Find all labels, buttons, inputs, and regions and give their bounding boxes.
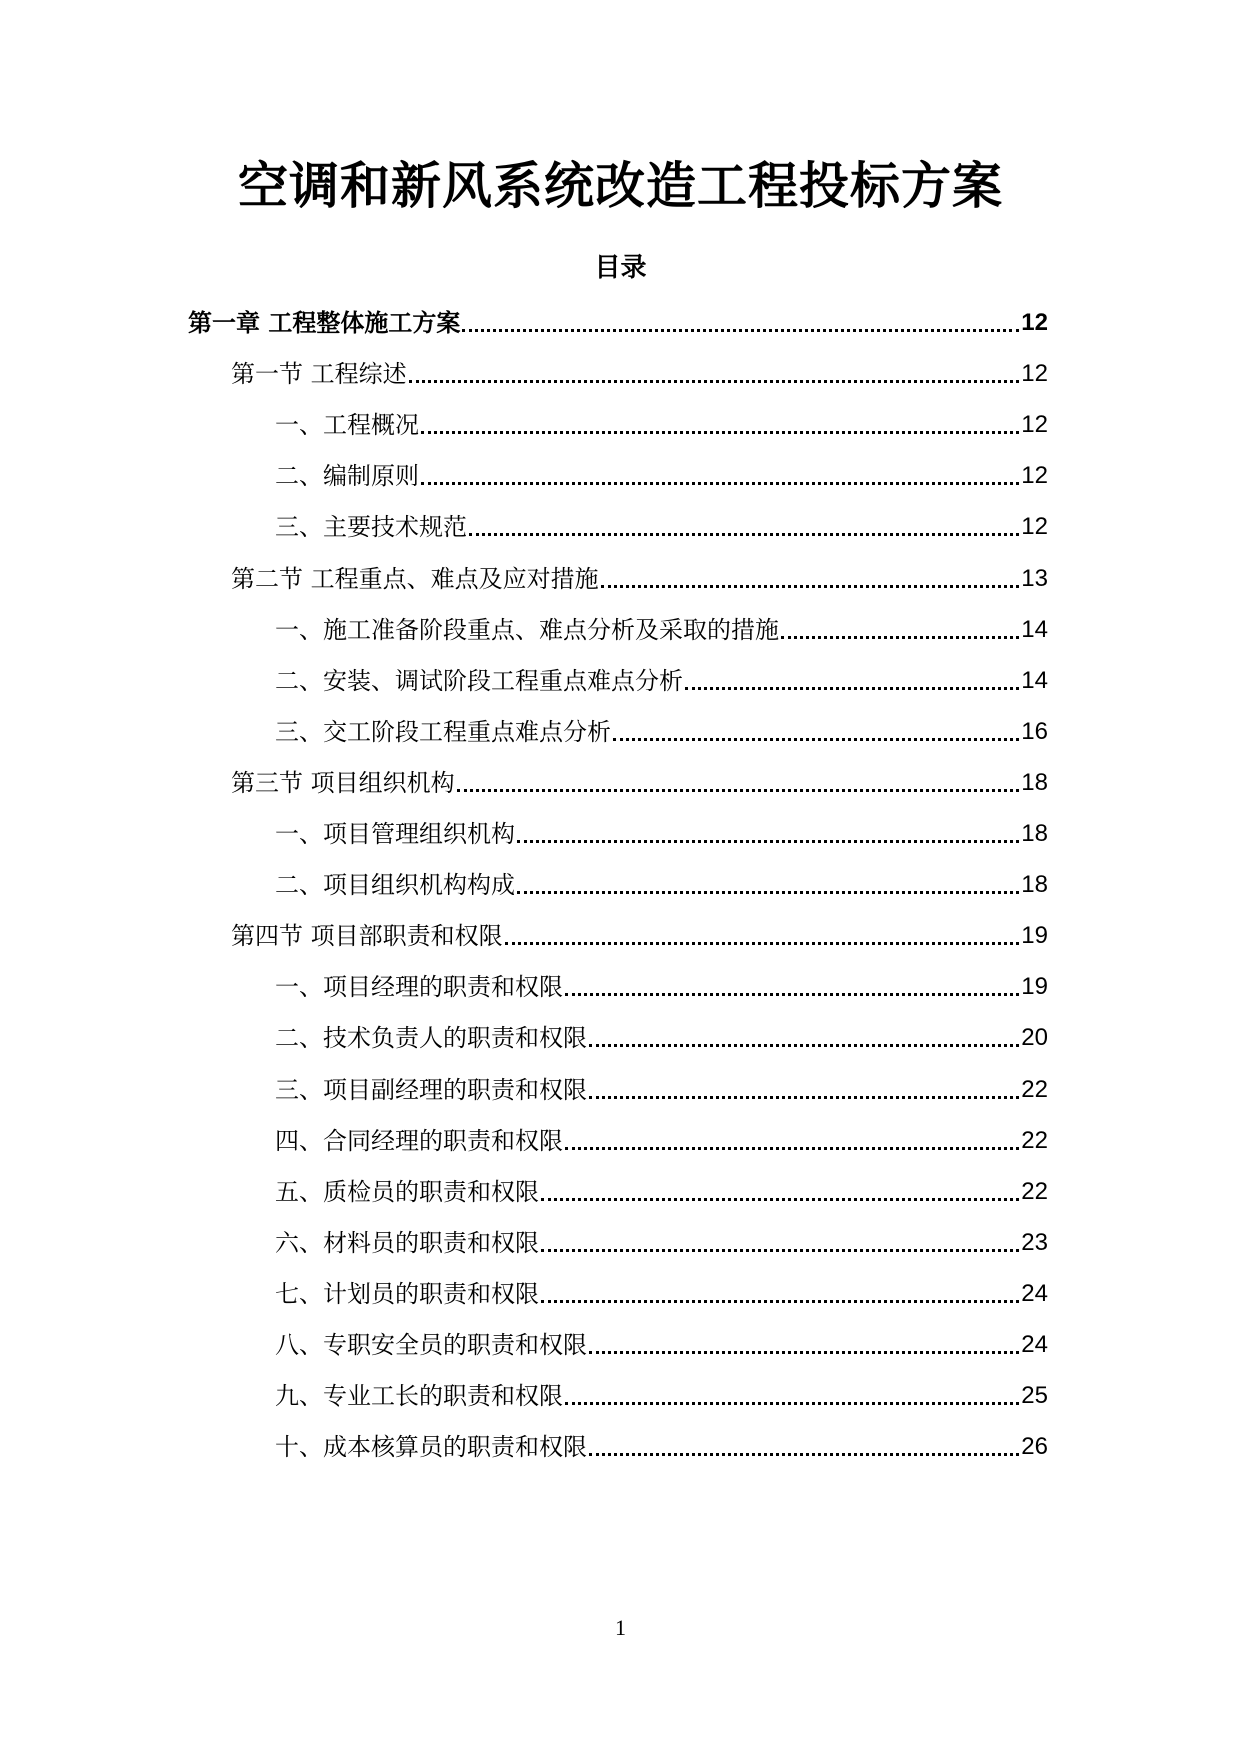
- toc-entry[interactable]: [275, 661, 1048, 701]
- toc-entry-label: 三、主要技术规范: [275, 513, 467, 542]
- toc-entry[interactable]: [275, 1274, 1048, 1314]
- toc-entry-label: 一、工程概况: [275, 411, 419, 440]
- toc-entry-page: 22: [1021, 1177, 1048, 1205]
- toc-entry-label: 第一章 工程整体施工方案: [188, 309, 461, 337]
- toc-dot-leader: [517, 891, 1019, 894]
- toc-entry[interactable]: [275, 507, 1048, 547]
- toc-entry[interactable]: [275, 1325, 1048, 1365]
- toc-entry[interactable]: [275, 1376, 1048, 1416]
- toc-entry-label: 二、安装、调试阶段工程重点难点分析: [275, 666, 683, 695]
- toc-dot-leader: [517, 840, 1019, 843]
- toc-entry[interactable]: [275, 1018, 1048, 1058]
- toc-entry-page: 20: [1021, 1024, 1048, 1052]
- toc-entry-label: 四、合同经理的职责和权限: [275, 1126, 563, 1155]
- toc-dot-leader: [685, 687, 1019, 690]
- toc-entry-page: 12: [1021, 411, 1048, 439]
- toc-heading: 目录: [594, 253, 647, 283]
- toc-entry[interactable]: [275, 712, 1048, 752]
- document-title: 空调和新风系统改造工程投标方案: [238, 157, 1003, 215]
- toc-dot-leader: [613, 738, 1019, 741]
- toc-entry-label: 二、项目组织机构构成: [275, 871, 515, 900]
- toc-entry[interactable]: [275, 1172, 1048, 1212]
- toc-entry-label: 第四节 项目部职责和权限: [231, 922, 503, 951]
- toc-dot-leader: [457, 789, 1020, 792]
- toc-entry[interactable]: [275, 1223, 1048, 1263]
- toc-entry[interactable]: [275, 1427, 1048, 1467]
- toc-entry-label: 二、技术负责人的职责和权限: [275, 1024, 587, 1053]
- toc-entry-page: 26: [1021, 1433, 1048, 1461]
- toc-dot-leader: [589, 1351, 1019, 1354]
- toc-entry-label: 三、交工阶段工程重点难点分析: [275, 717, 611, 746]
- toc-entry[interactable]: [188, 303, 1048, 343]
- toc-entry-page: 19: [1021, 922, 1048, 950]
- toc-dot-leader: [541, 1198, 1019, 1201]
- toc-entry[interactable]: [231, 354, 1048, 394]
- page-number: 1: [615, 1615, 626, 1640]
- toc-entry-label: 七、计划员的职责和权限: [275, 1279, 539, 1308]
- toc-entry-page: 19: [1021, 973, 1048, 1001]
- toc-dot-leader: [541, 1300, 1019, 1303]
- toc-entry-page: 12: [1021, 360, 1048, 388]
- toc-entry-label: 九、专业工长的职责和权限: [275, 1382, 563, 1411]
- toc-entry-page: 16: [1021, 717, 1048, 745]
- toc-entry[interactable]: [275, 1121, 1048, 1161]
- toc-entry-page: 12: [1021, 309, 1048, 336]
- toc-entry-page: 18: [1021, 820, 1048, 847]
- toc-entry-page: 13: [1021, 564, 1048, 592]
- toc-entry-label: 第三节 项目组织机构: [231, 768, 455, 797]
- toc-entry-page: 22: [1021, 1126, 1048, 1154]
- toc-entry-page: 24: [1021, 1331, 1048, 1358]
- toc-entry-label: 二、编制原则: [275, 462, 419, 491]
- toc-entry[interactable]: [275, 610, 1048, 650]
- toc-dot-leader: [541, 1249, 1019, 1252]
- toc-entry-label: 一、项目经理的职责和权限: [275, 973, 563, 1002]
- toc-entry-label: 六、材料员的职责和权限: [275, 1228, 539, 1257]
- toc-dot-leader: [421, 482, 1019, 485]
- toc-entry[interactable]: [231, 559, 1048, 599]
- toc-entry[interactable]: [231, 763, 1048, 803]
- toc-dot-leader: [469, 533, 1019, 536]
- toc-entry-label: 第二节 工程重点、难点及应对措施: [231, 564, 599, 593]
- toc-dot-leader: [589, 1044, 1019, 1047]
- toc-dot-leader: [781, 636, 1019, 639]
- toc-dot-leader: [505, 942, 1020, 945]
- toc-dot-leader: [565, 993, 1019, 996]
- toc-entry-page: 22: [1021, 1075, 1048, 1103]
- toc-dot-leader: [589, 1096, 1019, 1099]
- toc-entry[interactable]: [275, 814, 1048, 854]
- toc-entry-label: 一、项目管理组织机构: [275, 820, 515, 848]
- toc-entry-page: 24: [1021, 1279, 1048, 1307]
- toc-entry-label: 三、项目副经理的职责和权限: [275, 1075, 587, 1104]
- toc-entry[interactable]: [275, 405, 1048, 445]
- toc-entry-label: 一、施工准备阶段重点、难点分析及采取的措施: [275, 615, 779, 644]
- toc-entry-page: 18: [1021, 871, 1048, 899]
- toc-entry-label: 五、质检员的职责和权限: [275, 1177, 539, 1206]
- toc-dot-leader: [589, 1453, 1019, 1456]
- toc-dot-leader: [601, 585, 1020, 588]
- toc-entry-page: 18: [1021, 768, 1048, 796]
- toc-entry-page: 14: [1021, 615, 1048, 643]
- toc-entry-label: 八、专职安全员的职责和权限: [275, 1331, 587, 1359]
- toc-dot-leader: [462, 329, 1019, 332]
- toc-dot-leader: [409, 380, 1020, 383]
- toc-entry-label: 十、成本核算员的职责和权限: [275, 1433, 587, 1462]
- toc-entry-page: 25: [1021, 1382, 1048, 1410]
- toc-entry[interactable]: [275, 456, 1048, 496]
- toc-entry[interactable]: [275, 967, 1048, 1007]
- toc-entry-label: 第一节 工程综述: [231, 360, 407, 389]
- toc-entry-page: 23: [1021, 1228, 1048, 1256]
- toc-entry-page: 12: [1021, 462, 1048, 490]
- toc-entry-page: 12: [1021, 513, 1048, 541]
- toc-entry-page: 14: [1021, 666, 1048, 694]
- toc-entry[interactable]: [231, 916, 1048, 956]
- toc-entry[interactable]: [275, 1070, 1048, 1110]
- toc-entry[interactable]: [275, 865, 1048, 905]
- toc-dot-leader: [565, 1402, 1019, 1405]
- toc-dot-leader: [421, 431, 1019, 434]
- toc-dot-leader: [565, 1147, 1019, 1150]
